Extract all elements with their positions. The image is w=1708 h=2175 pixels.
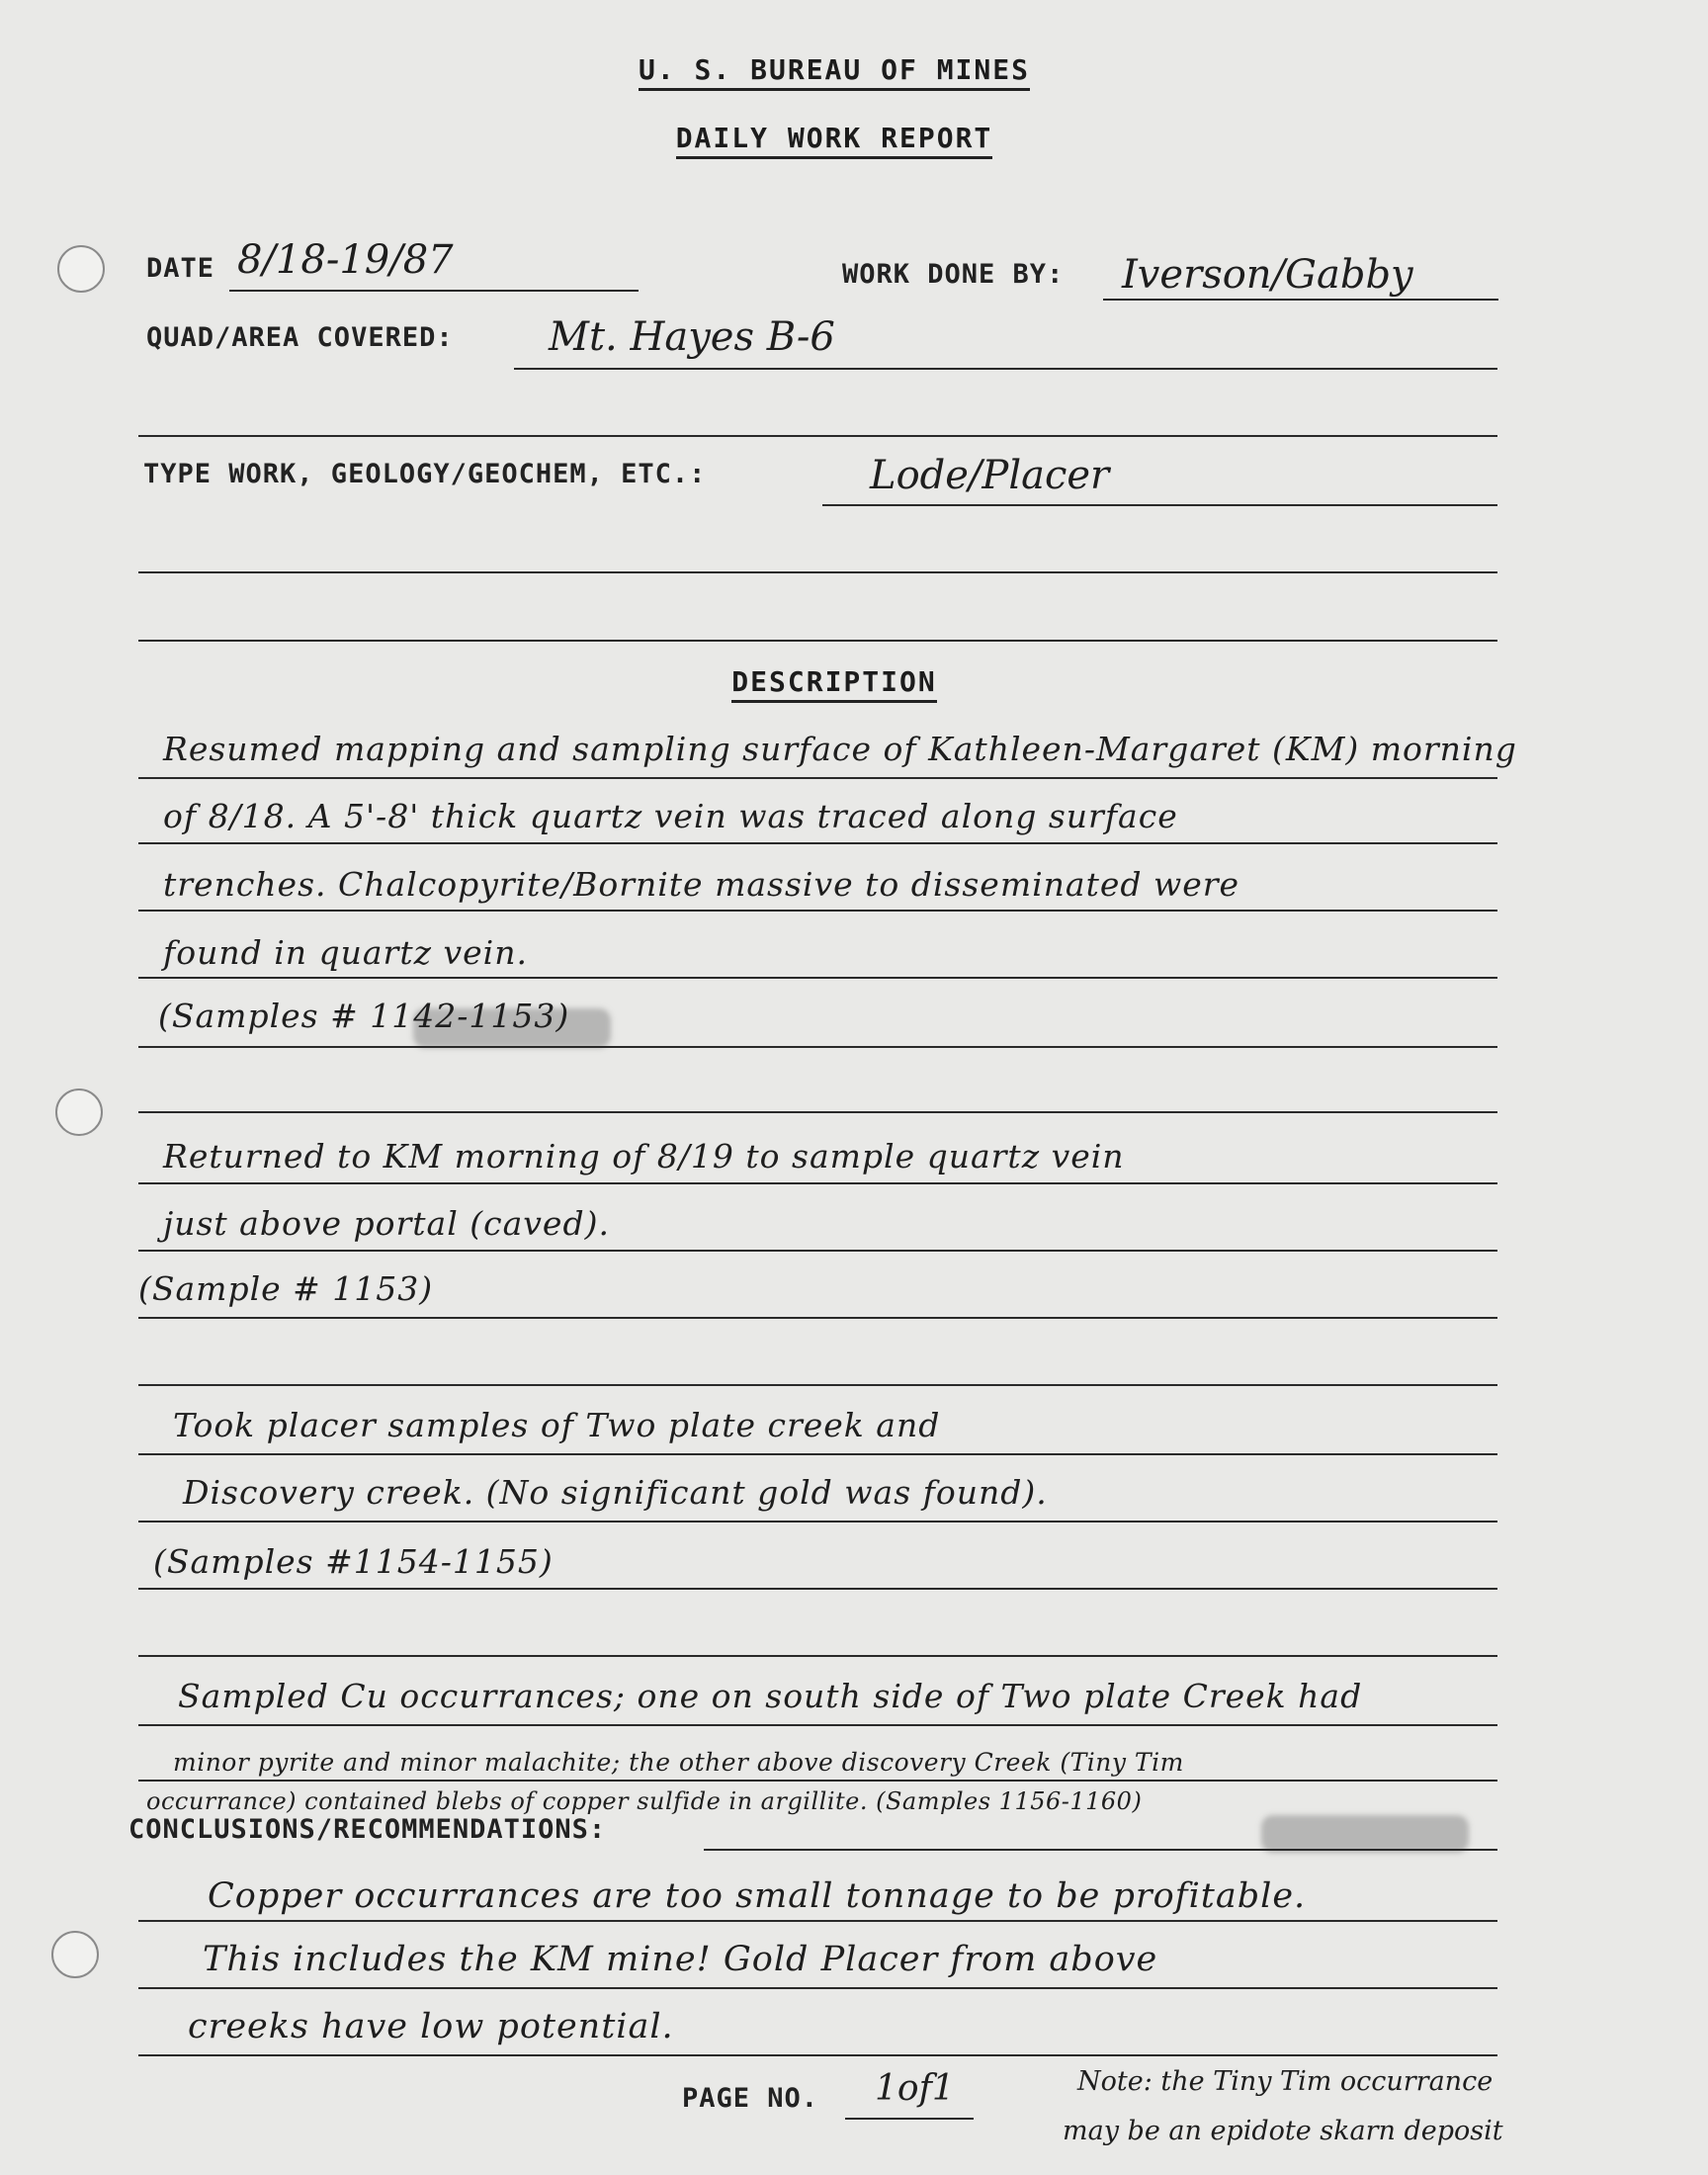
quad-rule [514,368,1497,370]
date-rule [229,290,639,292]
description-line: found in quartz vein. [163,933,528,972]
conclusions-rule [138,1920,1497,1922]
description-heading: DESCRIPTION [0,665,1668,698]
conclusions-line: This includes the KM mine! Gold Placer from above [203,1940,1158,1979]
description-rule [138,1588,1497,1590]
agency-title: U. S. BUREAU OF MINES [0,53,1668,86]
description-rule [138,1521,1497,1522]
description-line: Resumed mapping and sampling surface of Kathleen-Margaret (KM) morning [163,730,1517,768]
type-work-rule-2 [138,571,1497,573]
work-done-by-rule [1103,299,1498,301]
conclusions-rule [704,1849,1497,1851]
conclusions-label: CONCLUSIONS/RECOMMENDATIONS: [128,1814,607,1845]
description-rule [138,777,1497,779]
description-line: of 8/18. A 5'-8' thick quartz vein was traced along surface [163,797,1178,835]
punch-hole-top [57,245,105,293]
description-line: Returned to KM morning of 8/19 to sample quartz vein [163,1137,1125,1175]
quad-label: QUAD/AREA COVERED: [146,322,454,353]
conclusions-rule [138,2054,1497,2056]
description-rule [138,1780,1497,1782]
type-work-rule [822,504,1497,506]
punch-hole-bottom [51,1931,99,1978]
form-title: DAILY WORK REPORT [0,122,1668,154]
date-label: DATE [146,253,215,284]
quad-rule-2 [138,435,1497,437]
sample-number-smudge [1261,1815,1469,1853]
type-work-value: Lode/Placer [870,453,1110,498]
description-line: (Samples # 1142-1153) [158,997,570,1035]
description-rule [138,1182,1497,1184]
description-rule [138,1317,1497,1319]
description-line: Discovery creek. (No significant gold was found). [183,1473,1048,1512]
description-rule [138,1453,1497,1455]
description-line: occurrance) contained blebs of copper sulfide in argillite. (Samples 1156-1160) [146,1787,1143,1815]
description-rule [138,1046,1497,1048]
date-value: 8/18-19/87 [237,237,454,283]
work-done-by-label: WORK DONE BY: [842,259,1065,290]
conclusions-rule [138,1987,1497,1989]
description-line: (Sample # 1153) [138,1269,434,1308]
page-number-label: PAGE NO. [682,2083,819,2114]
description-rule [138,842,1497,844]
conclusions-line: Copper occurrances are too small tonnage to be profitable. [208,1876,1307,1916]
page-number-value: 1of1 [875,2068,955,2109]
type-work-rule-3 [138,640,1497,642]
description-line: (Samples #1154-1155) [153,1542,554,1581]
footer-note-line-1: Note: the Tiny Tim occurrance [1077,2066,1494,2097]
description-rule [138,1384,1497,1386]
page-number-rule [845,2118,974,2120]
description-rule [138,1724,1497,1726]
description-line: trenches. Chalcopyrite/Bornite massive to disseminated were [163,865,1240,904]
description-line: Sampled Cu occurrances; one on south side of Two plate Creek had [178,1677,1363,1715]
punch-hole-middle [55,1088,103,1136]
description-line: Took placer samples of Two plate creek and [173,1406,941,1444]
type-work-label: TYPE WORK, GEOLOGY/GEOCHEM, ETC.: [143,459,707,489]
description-rule [138,1655,1497,1657]
description-line: minor pyrite and minor malachite; the other above discovery Creek (Tiny Tim [173,1748,1184,1777]
work-done-by-value: Iverson/Gabby [1122,252,1413,298]
description-rule [138,1250,1497,1252]
footer-note-line-2: may be an epidote skarn deposit [1063,2116,1503,2146]
description-rule [138,910,1497,912]
description-line: just above portal (caved). [163,1204,610,1243]
quad-value: Mt. Hayes B-6 [549,314,835,360]
description-rule [138,1111,1497,1113]
conclusions-line: creeks have low potential. [188,2007,674,2046]
description-rule [138,977,1497,979]
